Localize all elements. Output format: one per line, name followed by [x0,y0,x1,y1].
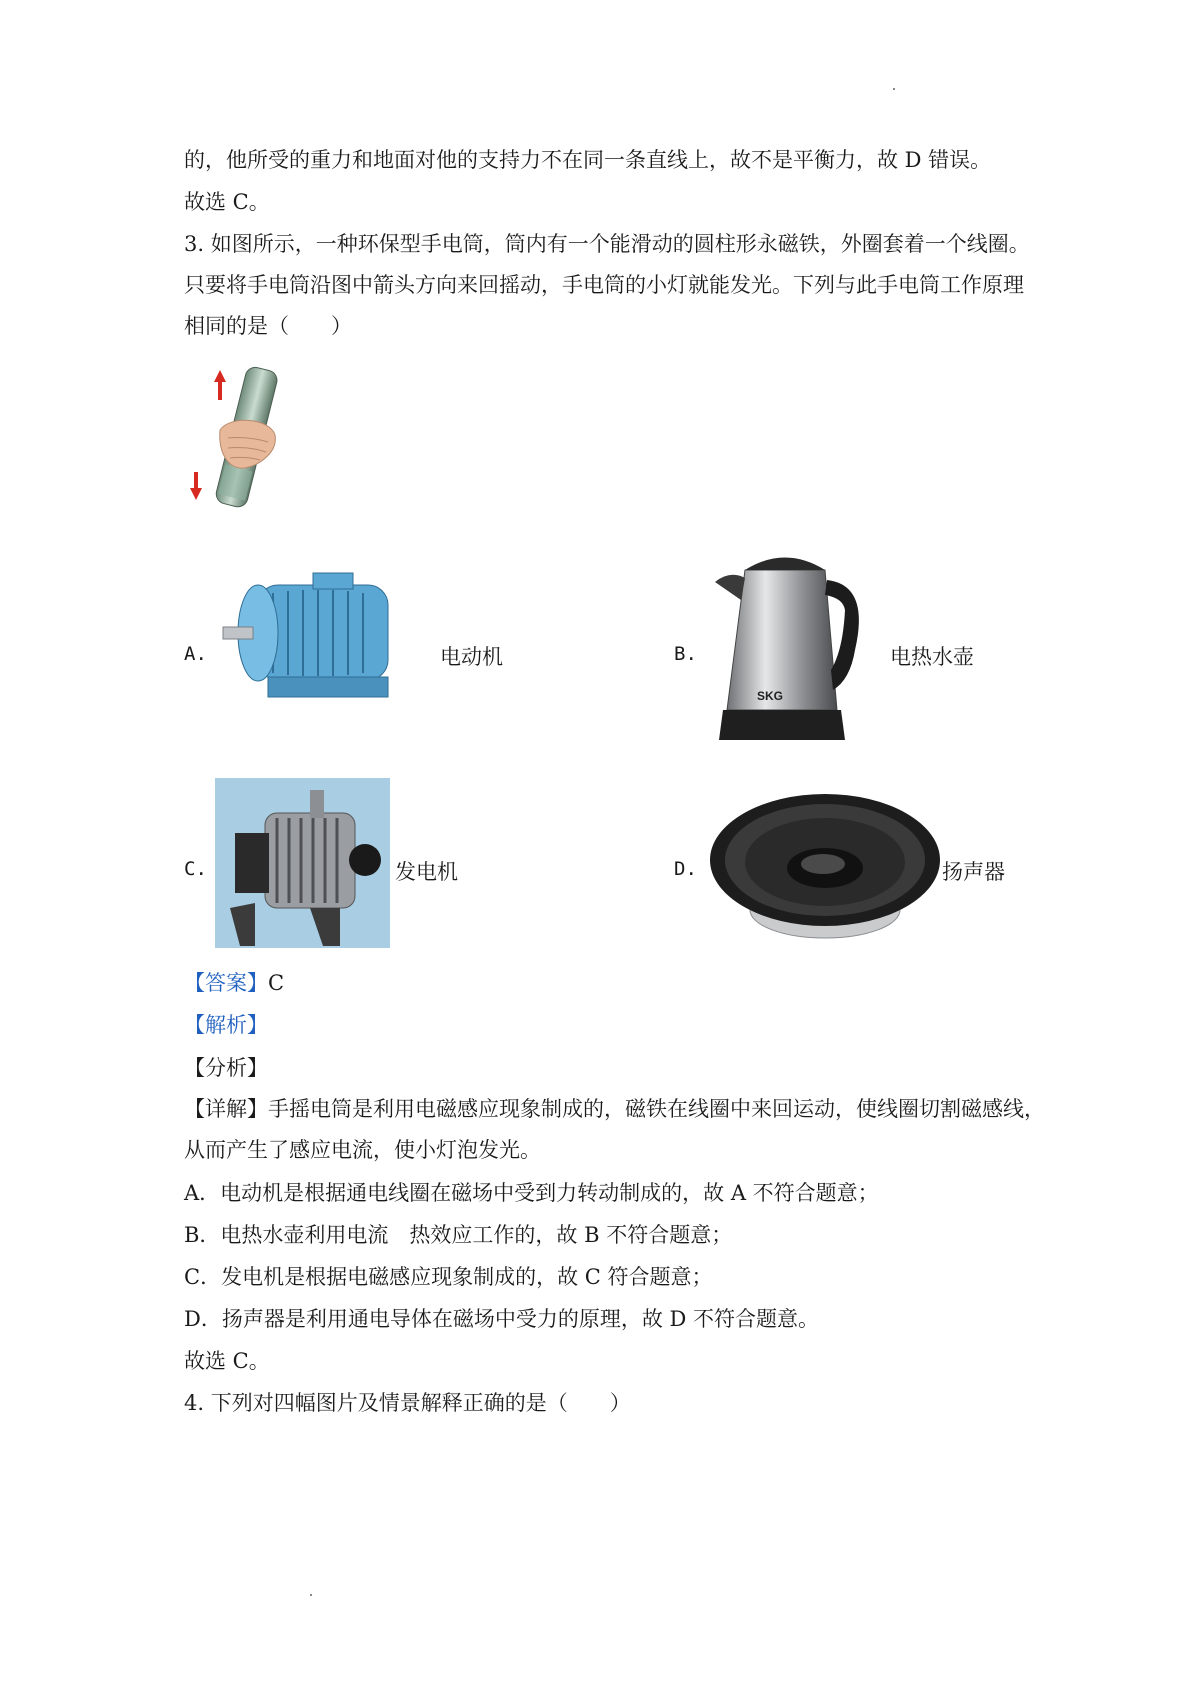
conclusion-line: 故选 C。 [184,1349,270,1373]
answer-tag: 【答案】 [184,971,268,995]
detail-line [184,1095,1045,1123]
option-b-letter: B. [674,643,697,665]
option-a-letter: A. [184,643,207,665]
fenxi-tag: 【分析】 [184,1056,268,1080]
detail-line: 从而产生了感应电流，使小灯泡发光。 [184,1138,541,1162]
question-3-line: 只要将手电筒沿图中箭头方向来回摇动，手电筒的小灯就能发光。下列与此手电筒工作原理 [184,273,1024,297]
question-3-line: 3. 如图所示，一种环保型手电筒，筒内有一个能滑动的圆柱形永磁铁，外圈套着一个线圈。 [184,232,1030,256]
question-3-line: 相同的是（ ） [184,314,352,338]
answer-value: C [268,971,285,995]
analysis-tag: 【解析】 [184,1013,268,1037]
question-4-line: 4. 下列对四幅图片及情景解释正确的是（ ） [184,1391,631,1415]
option-b-label: 电热水壶 [890,645,974,669]
generator-image [215,778,390,948]
scan-speck [310,1594,312,1596]
explanation-d: D．扬声器是利用通电导体在磁场中受力的原理，故 D 不符合题意。 [184,1307,820,1331]
electric-motor-image [218,565,428,715]
answer-line [184,969,284,997]
loudspeaker-image [705,790,945,950]
electric-kettle-image [705,540,875,750]
option-c-letter: C. [184,858,207,880]
option-d-label: 扬声器 [942,860,1005,884]
shake-flashlight-image [190,360,300,520]
scan-speck [893,88,895,90]
detail-text: 手摇电筒是利用电磁感应现象制成的，磁铁在线圈中来回运动，使线圈切割磁感线， [268,1097,1045,1121]
option-d-letter: D. [674,858,697,880]
explanation-b: B．电热水壶利用电流 热效应工作的，故 B 不符合题意； [184,1223,733,1247]
kettle-brand-logo: SKG [757,689,784,703]
option-c-label: 发电机 [395,860,458,884]
text-line: 故选 C。 [184,190,270,214]
text-line: 的，他所受的重力和地面对他的支持力不在同一条直线上，故不是平衡力，故 D 错误。 [184,148,992,172]
option-a-label: 电动机 [440,645,503,669]
explanation-c: C．发电机是根据电磁感应现象制成的，故 C 符合题意； [184,1265,713,1289]
detail-tag: 【详解】 [184,1097,268,1121]
explanation-a: A．电动机是根据通电线圈在磁场中受到力转动制成的，故 A 不符合题意； [184,1181,879,1205]
